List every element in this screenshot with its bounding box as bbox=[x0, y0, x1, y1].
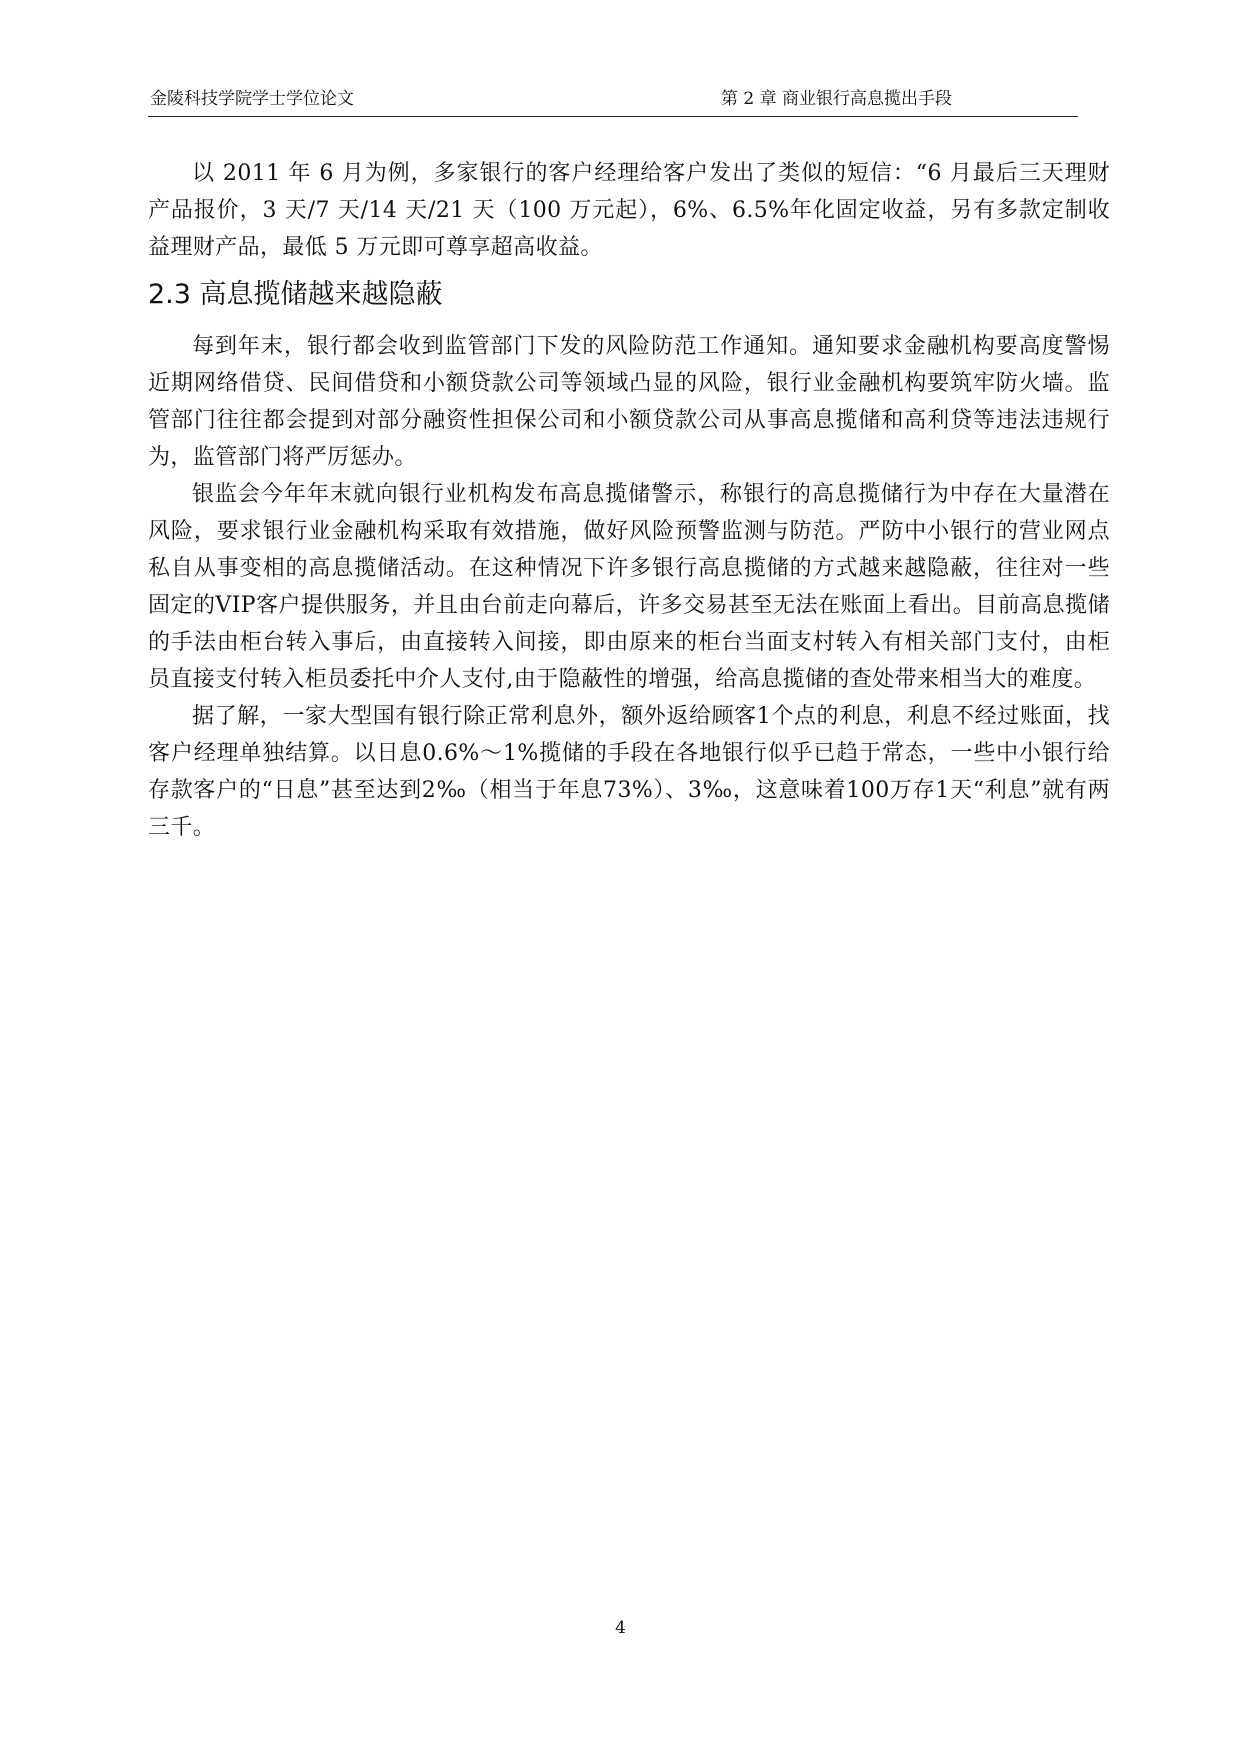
page-number: 4 bbox=[615, 1618, 626, 1638]
paragraph-intro: 以 2011 年 6 月为例，多家银行的客户经理给客户发出了类似的短信：“6 月最后三天理财产品报价，3 天/7 天/14 天/21 天（100 万元起），6%、6.5%年化固定收益，另有多款定制收益理财产品，最低 5 万元即可尊享超高收益。 bbox=[148, 161, 1110, 260]
header-chapter-title: 第 2 章 商业银行高息揽出手段 bbox=[721, 89, 953, 109]
page-body bbox=[148, 155, 1110, 846]
paragraph-interest-example: 据了解，一家大型国有银行除正常利息外，额外返给顾客1个点的利息，利息不经过账面，找客户经理单独结算。以日息0.6%～1%揽储的手段在各地银行似乎已趋于常态，一些中小银行给存款客户的“日息”甚至达到2‰（相当于年息73%）、3‰，这意味着100万存1天“利息”就有两三千。 bbox=[148, 704, 1110, 840]
header-thesis-title: 金陵科技学院学士学位论文 bbox=[150, 89, 354, 109]
paragraph-regulation-notice: 每到年末，银行都会收到监管部门下发的风险防范工作通知。通知要求金融机构要高度警惕近期网络借贷、民间借贷和小额贷款公司等领域凸显的风险，银行业金融机构要筑牢防火墙。监管部门往往都会提到对部分融资性担保公司和小额贷款公司从事高息揽储和高利贷等违法违规行为，监管部门将严厉惩办。 bbox=[148, 334, 1110, 470]
section-heading: 2.3 高息揽储越来越隐蔽 bbox=[148, 279, 443, 310]
page-header bbox=[148, 86, 1078, 117]
paragraph-cbrc-warning: 银监会今年年末就向银行业机构发布高息揽储警示，称银行的高息揽储行为中存在大量潜在风险，要求银行业金融机构采取有效措施，做好风险预警监测与防范。严防中小银行的营业网点私自从事变相的高息揽储活动。在这种情况下许多银行高息揽储的方式越来越隐蔽，往往对一些固定的VIP客户提供服务，并且由台前走向幕后，许多交易甚至无法在账面上看出。目前高息揽储的手法由柜台转入事后，由直接转入间接，即由原来的柜台当面支村转入有相关部门支付，由柜员直接支付转入柜员委托中介人支付,由于隐蔽性的增强，给高息揽储的查处带来相当大的难度。 bbox=[148, 482, 1110, 692]
